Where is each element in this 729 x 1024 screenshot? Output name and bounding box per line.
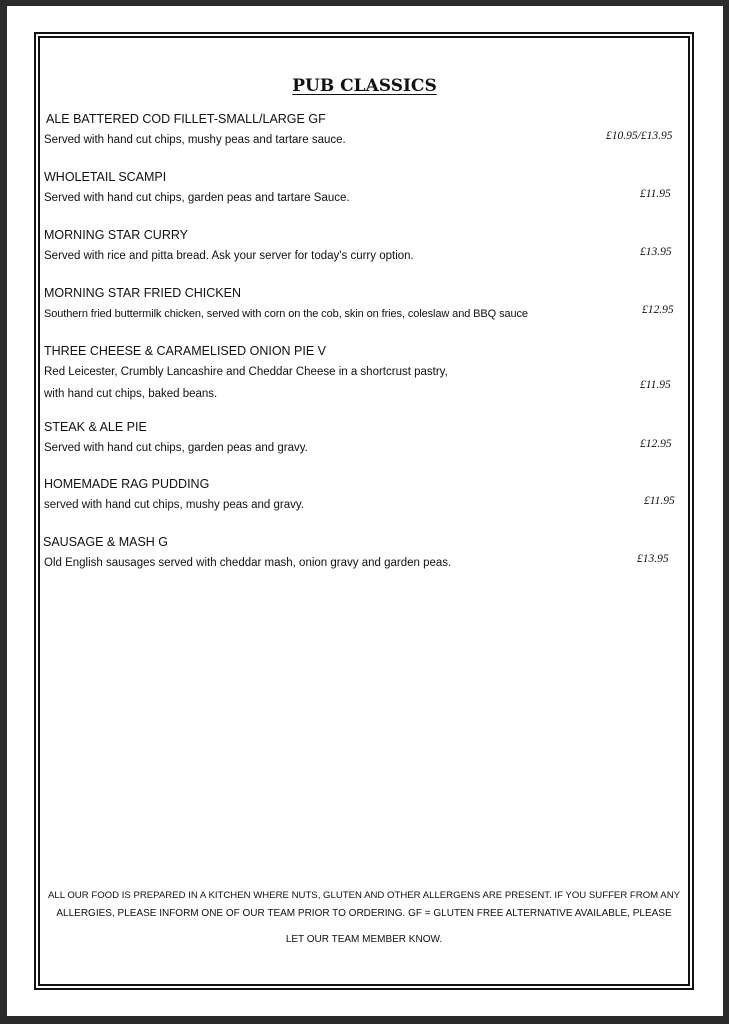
item-name: THREE CHEESE & CARAMELISED ONION PIE V: [44, 344, 327, 358]
allergen-notice-line: ALL OUR FOOD IS PREPARED IN A KITCHEN WHERE NUTS, GLUTEN AND OTHER ALLERGENS ARE PRESENT. IF YOU SUFFER FROM ANY: [47, 890, 681, 901]
item-description: Old English sausages served with cheddar mash, onion gravy and garden peas.: [44, 557, 452, 569]
item-price: £11.95: [640, 379, 671, 391]
menu-item-scampi: [44, 169, 684, 206]
menu-item-curry: [44, 227, 684, 264]
menu-title: [0, 76, 729, 96]
menu-item-sausage-mash: [43, 534, 683, 571]
item-description-continued: with hand cut chips, baked beans.: [44, 388, 218, 400]
item-price: £13.95: [640, 246, 672, 258]
item-name: SAUSAGE & MASH G: [43, 535, 169, 549]
item-price: £10.95/£13.95: [606, 130, 673, 142]
item-name: ALE BATTERED COD FILLET-SMALL/LARGE GF: [46, 112, 326, 126]
menu-item-fried-chicken: [44, 285, 684, 322]
menu-item-onion-pie: [44, 343, 684, 402]
item-name: MORNING STAR CURRY: [44, 228, 188, 242]
menu-item-steak-ale-pie: [44, 419, 684, 456]
allergen-notice: [38, 887, 690, 949]
item-description: Served with hand cut chips, garden peas and gravy.: [44, 442, 308, 454]
item-description: Served with hand cut chips, mushy peas and tartare sauce.: [44, 134, 346, 146]
item-price: £13.95: [637, 553, 669, 565]
allergen-notice-line: LET OUR TEAM MEMBER KNOW.: [285, 934, 443, 945]
item-name: MORNING STAR FRIED CHICKEN: [44, 286, 241, 300]
item-description: Red Leicester, Crumbly Lancashire and Cheddar Cheese in a shortcrust pastry,: [44, 366, 448, 378]
item-description: Southern fried buttermilk chicken, served with corn on the cob, skin on fries, coleslaw and BBQ sauce: [44, 308, 528, 320]
item-name: WHOLETAIL SCAMPI: [44, 170, 167, 184]
item-name: HOMEMADE RAG PUDDING: [44, 477, 210, 491]
item-name: STEAK & ALE PIE: [44, 420, 147, 434]
menu-title-text: PUB CLASSICS: [292, 76, 437, 96]
item-price: £12.95: [640, 438, 672, 450]
item-description: served with hand cut chips, mushy peas and gravy.: [44, 499, 304, 511]
allergen-notice-line: ALLERGIES, PLEASE INFORM ONE OF OUR TEAM PRIOR TO ORDERING. GF = GLUTEN FREE ALTERNATIVE AVAILABLE, PLEASE: [56, 908, 672, 919]
menu-item-cod: [46, 111, 686, 148]
item-price: £12.95: [642, 304, 674, 316]
item-price: £11.95: [644, 495, 675, 507]
item-description: Served with hand cut chips, garden peas and tartare Sauce.: [44, 192, 350, 204]
item-price: £11.95: [640, 188, 671, 200]
item-description: Served with rice and pitta bread. Ask your server for today's curry option.: [44, 250, 414, 262]
menu-item-rag-pudding: [44, 476, 684, 513]
